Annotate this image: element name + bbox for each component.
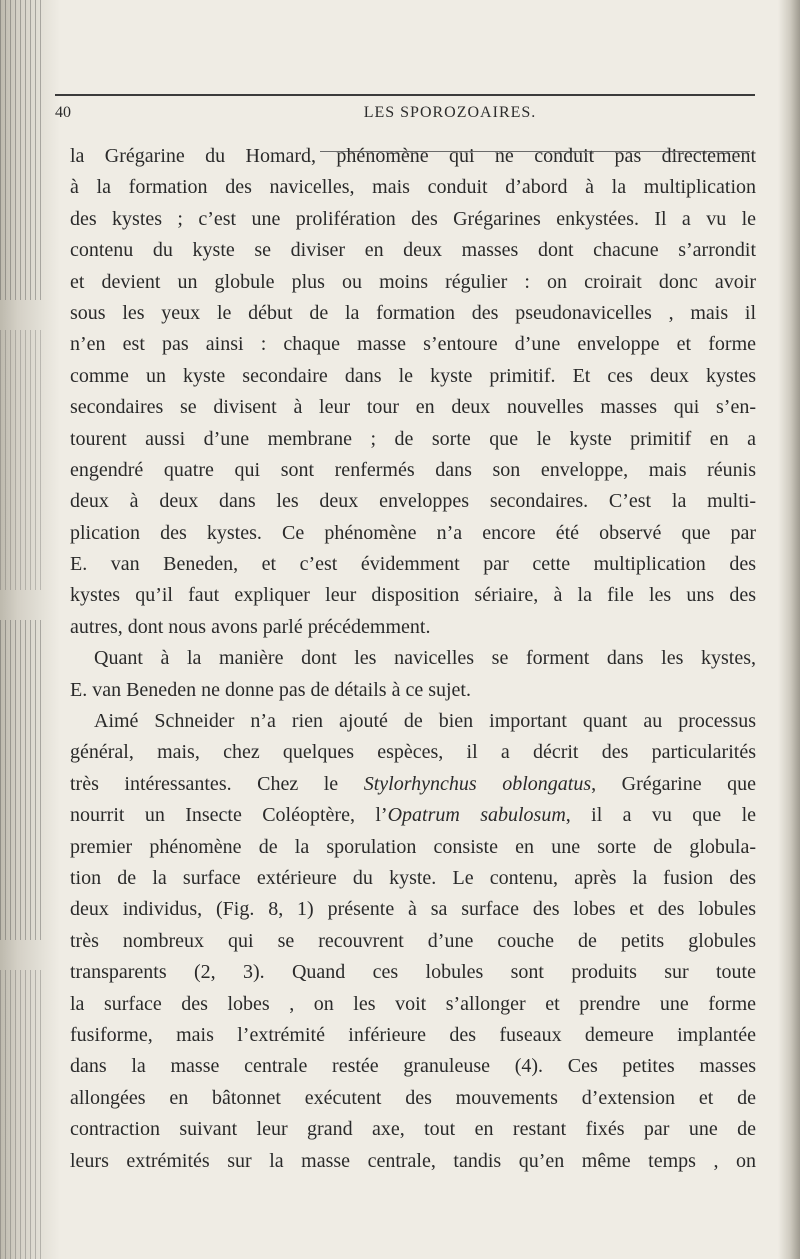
text-line: E. van Beneden ne donne pas de détails à ce sujet. (70, 678, 471, 701)
gutter-streak (0, 330, 44, 590)
text-line: fusiforme, mais l’extrémité inférieure des fuseaux demeure implantée (70, 1023, 756, 1046)
text-line: la Grégarine du Homard, phénomène qui ne conduit pas directement (70, 145, 756, 167)
running-title: LES SPOROZOAIRES. (363, 104, 537, 121)
text-line: Quant à la manière dont les navicelles se forment dans les kystes, (94, 647, 756, 670)
text-line: plication des kystes. Ce phénomène n’a encore été observé que par (70, 521, 756, 544)
text-fragment: très intéressantes. Chez le (70, 772, 364, 795)
text-line: tion de la surface extérieure du kyste. Le contenu, après la fusion des (70, 866, 756, 889)
species-name-italic: Opatrum sabulosum (387, 804, 566, 827)
species-name-italic: Stylorhynchus oblongatus (363, 772, 592, 795)
text-line: engendré quatre qui sont renfermés dans son enveloppe, mais réunis (70, 458, 756, 481)
text-fragment: nourrit un Insecte Coléoptère, l’ (70, 804, 388, 827)
body-text (70, 141, 756, 1177)
text-line: secondaires se divisent à leur tour en deux nouvelles masses qui s’en- (70, 396, 756, 419)
text-line: dans la masse centrale restée granuleuse (4). Ces petites masses (70, 1055, 756, 1078)
page-edge (778, 0, 800, 1259)
text-line: et devient un globule plus ou moins régulier : on croirait donc avoir (70, 270, 756, 293)
header-rule (55, 94, 755, 96)
text-line: sous les yeux le début de la formation des pseudonavicelles , mais il (70, 301, 756, 324)
text-line: kystes qu’il faut expliquer leur disposition sériaire, à la file les uns des (70, 584, 756, 607)
text-line: des kystes ; c’est une prolifération des Grégarines enkystées. Il a vu le (70, 207, 756, 230)
binding-gutter (0, 0, 60, 1259)
text-line: Aimé Schneider n’a rien ajouté de bien important quant au processus (94, 710, 756, 733)
gutter-streak (0, 620, 44, 940)
gutter-streak (0, 970, 44, 1259)
text-line: n’en est pas ainsi : chaque masse s’entoure d’une enveloppe et forme (70, 333, 756, 356)
text-line: comme un kyste secondaire dans le kyste primitif. Et ces deux kystes (70, 364, 756, 387)
text-line (70, 800, 756, 831)
running-head (0, 104, 800, 134)
text-line: deux individus, (Fig. 8, 1) présente à sa surface des lobes et des lobules (70, 898, 756, 921)
text-fragment: , il a vu que le (565, 804, 756, 827)
text-line: la surface des lobes , on les voit s’allonger et prendre une forme (70, 992, 756, 1015)
text-line: premier phénomène de la sporulation consiste en une sorte de globula- (70, 835, 756, 858)
gutter-streak (0, 0, 44, 300)
text-line: transparents (2, 3). Quand ces lobules sont produits sur toute (70, 961, 756, 984)
text-line: tourent aussi d’une membrane ; de sorte que le kyste primitif en a (70, 427, 756, 450)
text-line (70, 769, 756, 800)
page-number: 40 (55, 104, 71, 121)
text-line: E. van Beneden, et c’est évidemment par cette multiplication des (70, 553, 756, 576)
text-line: leurs extrémités sur la masse centrale, tandis qu’en même temps , on (70, 1149, 756, 1172)
text-line: général, mais, chez quelques espèces, il a décrit des particularités (70, 741, 756, 764)
text-line: contenu du kyste se diviser en deux masses dont chacune s’arrondit (70, 239, 756, 262)
text-line: deux à deux dans les deux enveloppes secondaires. C’est la multi- (70, 490, 756, 513)
text-fragment: , Grégarine que (591, 772, 756, 795)
text-line: autres, dont nous avons parlé précédemment. (70, 615, 431, 638)
text-line: contraction suivant leur grand axe, tout en restant fixés par une de (70, 1118, 756, 1141)
text-line: allongées en bâtonnet exécutent des mouvements d’extension et de (70, 1086, 756, 1109)
text-line: à la formation des navicelles, mais conduit d’abord à la multiplication (70, 176, 756, 199)
text-line: très nombreux qui se recouvrent d’une couche de petits globules (70, 929, 756, 952)
